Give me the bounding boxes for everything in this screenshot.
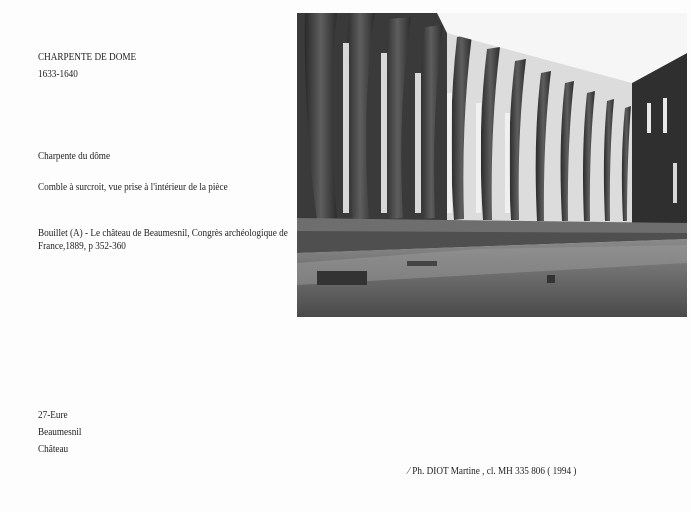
photograph-icon <box>297 13 687 317</box>
record-bibliography: Bouillet (A) - Le château de Beaumesnil, Congrès archéologique de France,1889, p 352-360 <box>38 228 288 252</box>
timber-roof-photo <box>297 13 687 317</box>
photo-credit-text: Ph. DIOT Martine , cl. MH 335 806 ( 1994 ) <box>412 466 577 477</box>
record-description: Comble à surcroit, vue prise à l'intérieur de la pièce <box>38 182 228 193</box>
record-title: CHARPENTE DE DOME <box>38 52 137 63</box>
record-dates: 1633-1640 <box>38 69 78 80</box>
record-subject: Charpente du dôme <box>38 151 111 162</box>
record-building: Château <box>38 444 69 455</box>
photo-credit <box>408 465 576 478</box>
record-department: 27-Eure <box>38 410 68 421</box>
record-commune: Beaumesnil <box>38 427 82 438</box>
credit-mark-icon: ⁄ <box>408 466 410 477</box>
